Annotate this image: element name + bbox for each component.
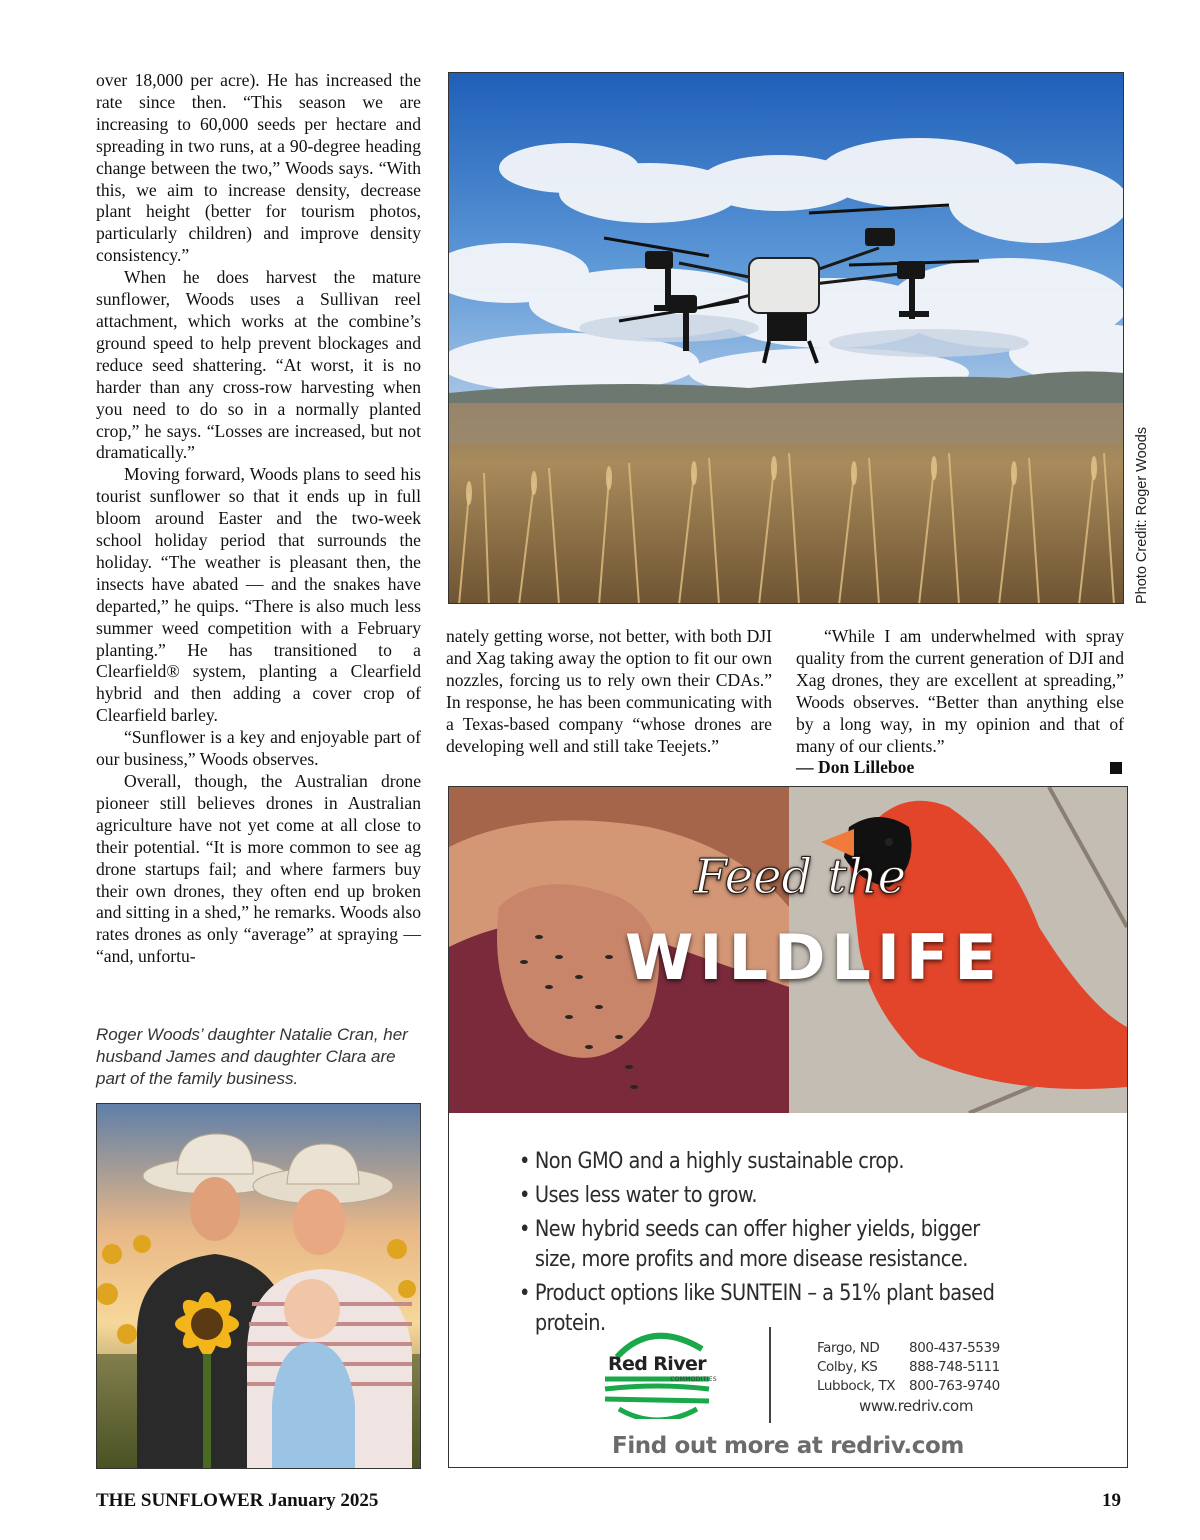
ad-call-to-action[interactable]: Find out more at redriv.com [612, 1433, 964, 1459]
article-paragraph: “While I am underwhelmed with spray quality from the current generation of DJI and Xag drones, they are excellent at spreading,” Woods observes. “Better than anything else by a long way, in my opinion and that of many of our clients.” [796, 626, 1124, 756]
website-link[interactable]: www.redriv.com [859, 1397, 974, 1415]
contact-list [817, 1339, 1000, 1396]
photo-caption: Roger Woods’ daughter Natalie Cran, her husband James and daughter Clara are part of the family business. [96, 1025, 408, 1088]
ad-bullet: • Product options like SUNTEIN – a 51% plant based protein. [519, 1279, 1012, 1339]
logo-subtitle: COMMODITIES [670, 1376, 717, 1383]
logo-name: Red River [607, 1353, 707, 1375]
red-river-advertisement[interactable] [448, 786, 1128, 1468]
drone-photo-image [449, 73, 1124, 604]
byline-text: — Don Lilleboe [796, 757, 915, 778]
ad-bullet-list [519, 1147, 1012, 1343]
ad-bullet: • Non GMO and a highly sustainable crop. [519, 1147, 1012, 1177]
article-paragraph: Overall, though, the Australian drone pioneer still believes drones in Australian agriculture have not yet come at all close to their potential. “It is more common to see ag drone startups fail; and where farmers buy their own drones, they often end up broken and sitting in a shed,” he remarks. Woods also rates drones as only “average” at spraying — “and, unfortu- [96, 771, 421, 967]
family-photo [96, 1103, 421, 1469]
contact-phone[interactable]: 800-437-5539 [909, 1340, 1000, 1356]
article-column-3 [796, 626, 1124, 779]
contact-row [817, 1377, 1000, 1396]
article-column-1 [96, 70, 421, 968]
ad-divider [769, 1327, 771, 1423]
photo-credit: Photo Credit: Roger Woods [1134, 426, 1150, 604]
ad-headline-script: Feed the [694, 849, 907, 905]
ad-headline-bold: WILDLIFE [625, 921, 1003, 994]
family-photo-image [97, 1104, 421, 1469]
contact-phone[interactable]: 800-763-9740 [909, 1378, 1000, 1394]
contact-row [817, 1358, 1000, 1377]
contact-row [817, 1339, 1000, 1358]
article-paragraph: “Sunflower is a key and enjoyable part of our business,” Woods observes. [96, 727, 421, 770]
article-column-2 [446, 626, 772, 757]
article-paragraph: over 18,000 per acre). He has increased the rate since then. “This season we are increasing to 60,000 seeds per hectare and spreading in two runs, at a 90-degree heading change between the two,” Woods says. “With this, we aim to increase density, decrease plant height (better for tourism photos, particularly children) and improve density consistency.” [96, 70, 421, 266]
article-paragraph: Moving forward, Woods plans to seed his tourist sunflower so that it ends up in full bloom around Easter and the two-week school holiday period that surrounds the holiday. “The weather is pleasant then, the insects have abated — and the snakes have departed,” he quips. “There is also much less summer weed competition with a February planting.” He has transitioned to a Clearfield® system, planting a Clearfield hybrid and then adding a cover crop of Clearfield barley. [96, 464, 421, 726]
ad-bullet: • Uses less water to grow. [519, 1181, 1012, 1211]
contact-phone[interactable]: 888-748-5111 [909, 1359, 1000, 1375]
red-river-logo [597, 1327, 717, 1419]
ad-bullet: • New hybrid seeds can offer higher yields, bigger size, more profits and more disease resistance. [519, 1215, 1012, 1275]
byline [796, 757, 1124, 779]
article-paragraph: When he does harvest the mature sunflower, Woods uses a Sullivan reel attachment, which works at the combine’s ground speed to help prevent blockages and reduce seed shattering. “At worst, it is no harder than any cross-row harvesting when you need to do so in a normally planted crop,” he says. “Losses are increased, but not dramatically.” [96, 267, 421, 463]
contact-city: Fargo, ND [817, 1340, 880, 1356]
contact-city: Colby, KS [817, 1359, 878, 1375]
end-mark-icon [1110, 762, 1122, 774]
contact-city: Lubbock, TX [817, 1378, 896, 1394]
page-number: 19 [1102, 1490, 1121, 1511]
drone-photo [448, 72, 1124, 604]
article-paragraph: nately getting worse, not better, with both DJI and Xag taking away the option to fit our own nozzles, forcing us to rely own their CDAs.” In response, he has been communicating with a Texas-based company “whose drones are developing well and still take Teejets.” [446, 626, 772, 756]
publication-footer: THE SUNFLOWER January 2025 [96, 1490, 379, 1511]
